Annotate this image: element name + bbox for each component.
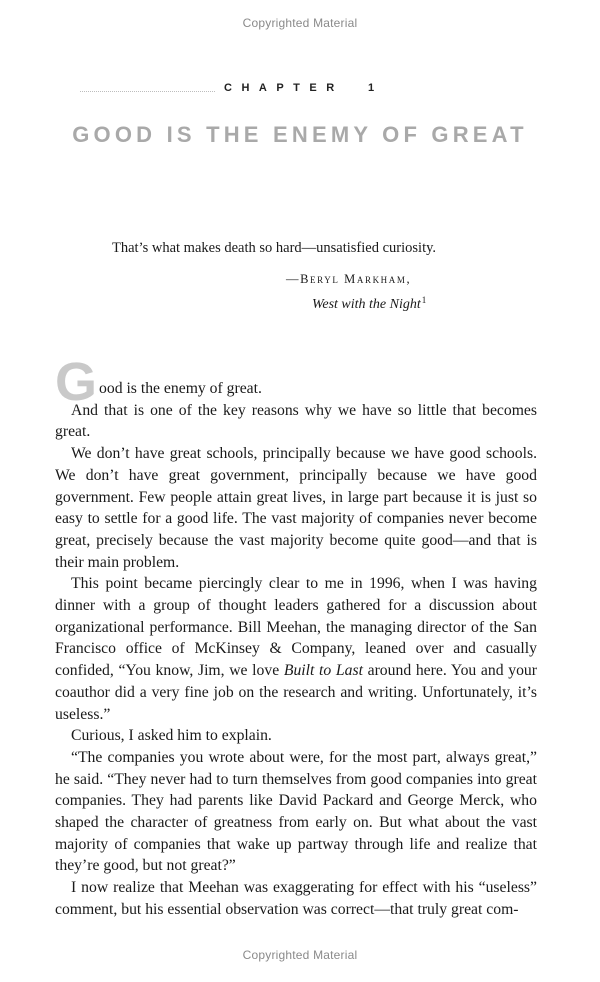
paragraph-3: We don’t have great schools, principally because we have good schools. We don’t have great government, principally because we have good government. Few people attain great lives, in large part because it is just so easy to settle for a good life. The vast majority of companies never become great, precisely because the vast majority become quite good—and that is their main problem. (55, 445, 537, 571)
copyright-watermark-top: Copyrighted Material (242, 16, 358, 30)
epigraph-source-title: West with the Night (312, 297, 421, 312)
footnote-marker: 1 (421, 295, 427, 305)
chapter-rule (80, 91, 215, 92)
chapter-label: CHAPTER (224, 82, 344, 94)
paragraph-4-part-a: This point became piercingly clear to me in 1996, when I was having dinner with a group of thought leaders gathered for a discussion about organizational performance. Bill Meehan, the managing director of the San Francisco office of McKinsey & Company, leaned over and casually confided, “You know, Jim, we love (55, 575, 537, 680)
paragraph-1-text: ood is the enemy of great. (99, 380, 262, 397)
chapter-number: 1 (368, 82, 375, 94)
chapter-heading (80, 82, 390, 98)
epigraph-source (312, 295, 426, 313)
paragraph-4-part-b: around here. You and your coauthor did a very fine job on the research and writing. Unfortunately, it’s useless.” (55, 662, 538, 723)
epigraph-quote: That’s what makes death so hard—unsatisfied curiosity. (112, 240, 437, 256)
body-text (55, 352, 538, 921)
copyright-watermark-bottom: Copyrighted Material (242, 948, 358, 962)
paragraph-5: Curious, I asked him to explain. (71, 727, 272, 745)
epigraph-author: —Beryl Markham, (286, 272, 412, 286)
drop-cap: G (55, 352, 98, 412)
paragraph-1 (55, 352, 537, 412)
book-title: Built to Last (283, 662, 363, 680)
paragraph-7: I now realize that Meehan was exaggerating for effect with his “useless” comment, but his essential observation was correct—that truly great com- (55, 879, 537, 918)
chapter-title: GOOD IS THE ENEMY OF GREAT (72, 122, 528, 147)
paragraph-2: And that is one of the key reasons why we have so little that becomes great. (55, 401, 537, 441)
paragraph-4 (55, 573, 537, 725)
paragraph-6: “The companies you wrote about were, for the most part, always great,” he said. “They never had to turn themselves from good companies into great companies. They had parents like David Packard and George Merck, who shaped the character of greatness from early on. But what about the vast majority of companies that wake up partway through life and realize that they’re good, but not great?” (55, 748, 537, 875)
